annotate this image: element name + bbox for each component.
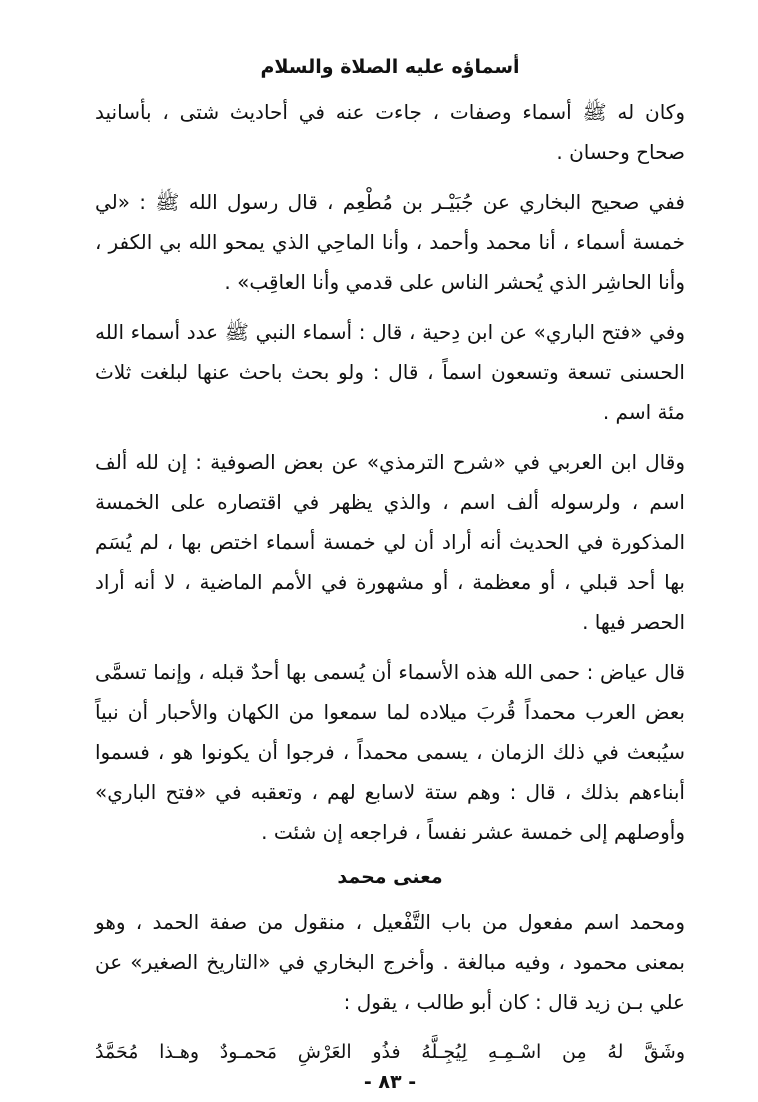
section-heading: أسماؤه عليه الصلاة والسلام [260,56,520,78]
paragraph-bukhari-hadith: ففي صحيح البخاري عن جُبَيْـر بن مُطْعِم ، قال رسول الله ﷺ : «لي خمسة أسماء ، أنا محمد وأحمد ، وأنا الماحِي الذي يمحو الله بي الكفر ، وأنا الحاشِر الذي يُحشر الناس على قدمي وأنا العاقِب» . [95,190,685,294]
document-page [95,52,685,1096]
paragraph-ibn-alarabi: وقال ابن العربي في «شرح الترمذي» عن بعض الصوفية : إن لله ألف اسم ، ولرسوله ألف اسم ، والذي يظهر في اقتصاره على الخمسة المذكورة في الحديث أنه أراد أن لي خمسة أسماء اختص بها ، لم يُسَم بها أحد قبلي ، أو معظمة ، أو مشهورة في الأمم الماضية ، لا أنه أراد الحصر فيها . [95,450,685,634]
paragraph-iyad: قال عياض : حمى الله هذه الأسماء أن يُسمى بها أحدٌ قبله ، وإنما تسمَّى بعض العرب محمداً قُربَ ميلاده لما سمعوا من الكهان والأحبار أن نبياً سيُبعث في ذلك الزمان ، يسمى محمداً ، فرجوا أن يكونوا هو ، فسموا أبناءهم بذلك ، قال : وهم ستة لاسابع لهم ، وتعقبه في «فتح الباري» وأوصلهم إلى خمسة عشر نفساً ، فراجعه إن شئت . [95,660,685,844]
poetry-verse: وشَقَّ لهُ مِن اسْـمِـهِ لِيُجِـلَّهُ فذُو العَرْشِ مَحمـودٌ وهـذا مُحَمَّدُ [95,1041,685,1063]
page-number: - ٨٣ - [363,1071,417,1093]
subsection-heading: معنى محمد [337,866,443,888]
paragraph-meaning-muhammad: ومحمد اسم مفعول من باب التَّفْعيل ، منقول من صفة الحمد ، وهو بمعنى محمود ، وفيه مبالغة . وأخرج البخاري في «التاريخ الصغير» عن علي بـن زيد قال : كان أبو طالب ، يقول : [95,910,685,1014]
paragraph-fath-albari: وفي «فتح الباري» عن ابن دِحية ، قال : أسماء النبي ﷺ عدد أسماء الله الحسنى تسعة وتسعون اسماً ، قال : ولو بحث باحث عنها لبلغت ثلاث مئة اسم . [95,320,685,424]
paragraph-names-intro: وكان له ﷺ أسماء وصفات ، جاءت عنه في أحاديث شتى ، بأسانيد صحاح وحسان . [95,100,685,164]
